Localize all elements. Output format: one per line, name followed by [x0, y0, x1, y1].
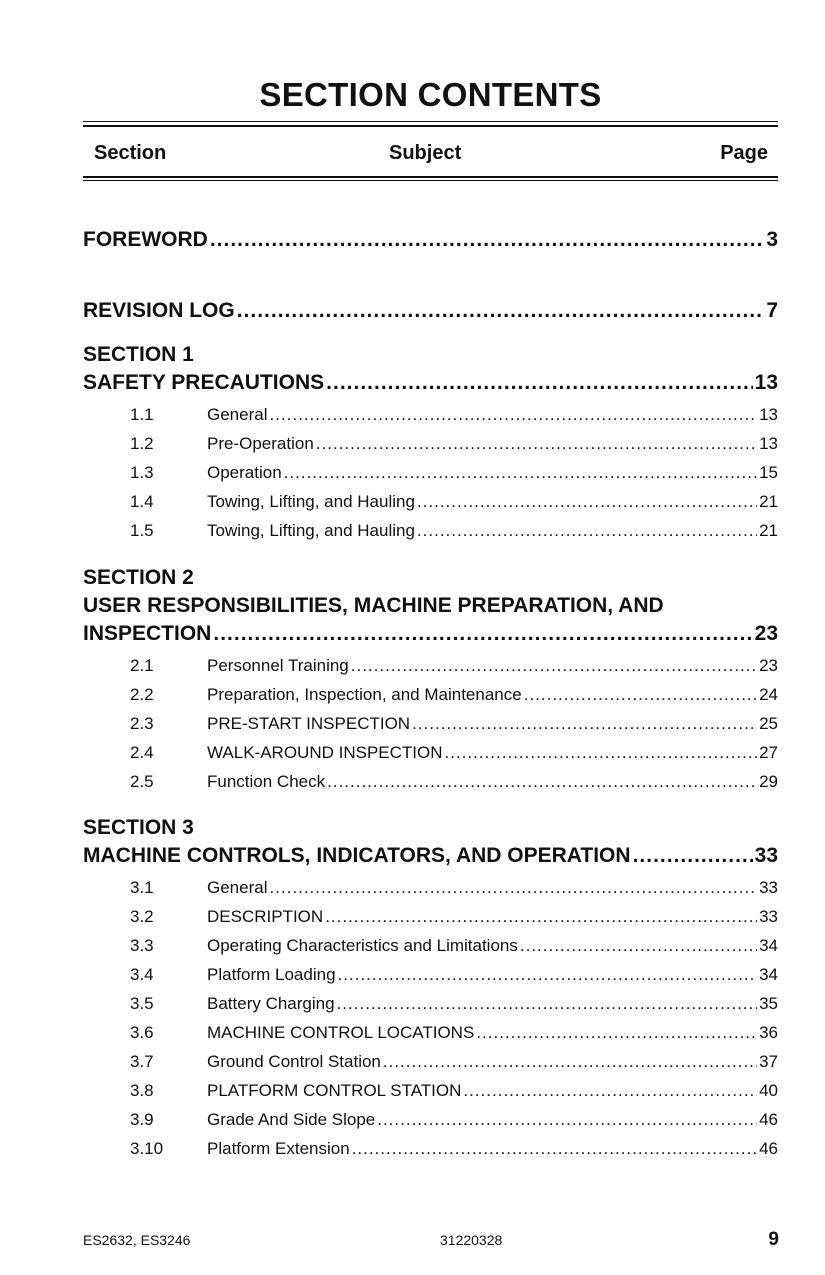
dot-leader: [326, 369, 752, 397]
toc-subentry[interactable]: [83, 936, 778, 965]
subentry-number: 2.1: [130, 656, 154, 675]
dot-leader: [445, 743, 758, 763]
toc-subentry[interactable]: [83, 1081, 778, 1110]
subentry-title: Towing, Lifting, and Hauling: [207, 521, 415, 540]
dot-leader: [417, 521, 757, 541]
subentry-number: 2.5: [130, 772, 154, 791]
subentry-number: 2.2: [130, 685, 154, 704]
dot-leader: [284, 463, 757, 483]
toc-subentry[interactable]: [83, 434, 778, 463]
dot-leader: [325, 907, 757, 927]
toc-subentry[interactable]: [83, 772, 778, 801]
toc-subentry[interactable]: [83, 907, 778, 936]
toc-subentry[interactable]: [83, 685, 778, 714]
toc-entry-label: REVISION LOG: [83, 299, 235, 322]
subentry-number: 1.1: [130, 405, 154, 424]
subentry-number: 3.2: [130, 907, 154, 926]
subentry-title: General: [207, 405, 268, 424]
toc-entry-revision-log[interactable]: [83, 297, 778, 325]
dot-leader: [237, 297, 765, 325]
dot-leader: [327, 772, 757, 792]
subentry-title: Platform Loading: [207, 965, 336, 984]
dot-leader: [463, 1081, 757, 1101]
section-heading: SECTION 3: [83, 816, 194, 839]
subentry-number: 1.5: [130, 521, 154, 540]
subentry-title: WALK-AROUND INSPECTION: [207, 743, 443, 762]
dot-leader: [377, 1110, 757, 1130]
toc-subentry[interactable]: [83, 1110, 778, 1139]
toc-subentry[interactable]: [83, 965, 778, 994]
subentry-number: 2.3: [130, 714, 154, 733]
subentry-number: 3.3: [130, 936, 154, 955]
toc-subentry[interactable]: [83, 463, 778, 492]
header-rule-top-thick: [83, 125, 778, 127]
subentry-title: PRE-START INSPECTION: [207, 714, 411, 733]
section-title-line2: INSPECTION: [83, 622, 212, 645]
dot-leader: [412, 714, 757, 734]
subentry-title: DESCRIPTION: [207, 907, 324, 926]
header-rule-top: [83, 121, 778, 122]
dot-leader: [338, 965, 758, 985]
toc-subentry[interactable]: [83, 714, 778, 743]
section-title-line1: USER RESPONSIBILITIES, MACHINE PREPARATION, AND: [83, 594, 664, 617]
subentry-title: Preparation, Inspection, and Maintenance: [207, 685, 522, 704]
page-title: SECTION CONTENTS: [259, 76, 602, 113]
subentry-page: 24: [759, 685, 778, 704]
subentry-title: Operating Characteristics and Limitations: [207, 936, 518, 955]
subentry-page: 21: [759, 492, 778, 511]
footer-doc-number: 31220328: [440, 1232, 503, 1248]
subentry-page: 46: [759, 1139, 778, 1158]
subentry-title: Battery Charging: [207, 994, 335, 1013]
subentry-number: 3.6: [130, 1023, 154, 1042]
subentry-number: 1.4: [130, 492, 154, 511]
column-header-page: Page: [720, 142, 768, 164]
column-header-section: Section: [94, 142, 167, 164]
subentry-number: 1.2: [130, 434, 154, 453]
dot-leader: [352, 1139, 757, 1159]
section-heading: SECTION 2: [83, 566, 194, 589]
toc-section-2[interactable]: [83, 564, 778, 648]
footer-model: ES2632, ES3246: [83, 1232, 191, 1248]
subentry-page: 34: [759, 936, 778, 955]
subentry-page: 33: [759, 878, 778, 897]
subentry-page: 13: [759, 405, 778, 424]
subentry-title: Personnel Training: [207, 656, 349, 675]
toc-subentry[interactable]: [83, 878, 778, 907]
toc-entry-page: 7: [766, 299, 778, 322]
dot-leader: [524, 685, 757, 705]
subentry-number: 3.7: [130, 1052, 154, 1071]
subentry-page: 46: [759, 1110, 778, 1129]
subentry-number: 3.1: [130, 878, 154, 897]
subentry-number: 3.4: [130, 965, 154, 984]
subentry-number: 3.8: [130, 1081, 154, 1100]
subentry-page: 33: [759, 907, 778, 926]
dot-leader: [383, 1052, 757, 1072]
dot-leader: [633, 842, 753, 870]
subentry-page: 15: [759, 463, 778, 482]
dot-leader: [417, 492, 757, 512]
dot-leader: [351, 656, 757, 676]
subentry-page: 25: [759, 714, 778, 733]
subentry-title: General: [207, 878, 268, 897]
subentry-number: 3.9: [130, 1110, 154, 1129]
subentry-page: 34: [759, 965, 778, 984]
subentry-number: 1.3: [130, 463, 154, 482]
dot-leader: [269, 878, 757, 898]
subentry-title: MACHINE CONTROL LOCATIONS: [207, 1023, 475, 1042]
subentry-page: 37: [759, 1052, 778, 1071]
toc-subentry[interactable]: [83, 743, 778, 772]
toc-subentry[interactable]: [83, 994, 778, 1023]
subentry-number: 3.5: [130, 994, 154, 1013]
toc-subentry[interactable]: [83, 405, 778, 434]
header-rule-bottom: [83, 180, 778, 181]
toc-section-1[interactable]: [83, 341, 778, 397]
subentry-page: 21: [759, 521, 778, 540]
section-page: 13: [754, 371, 778, 394]
subentry-page: 29: [759, 772, 778, 791]
toc-subentry[interactable]: [83, 1023, 778, 1052]
dot-leader: [476, 1023, 757, 1043]
subentry-page: 36: [759, 1023, 778, 1042]
subentry-page: 40: [759, 1081, 778, 1100]
subentry-page: 13: [759, 434, 778, 453]
section-page: 23: [754, 622, 778, 645]
subentry-title: Ground Control Station: [207, 1052, 381, 1071]
subentry-title: Function Check: [207, 772, 326, 791]
toc-subentry[interactable]: [83, 1052, 778, 1081]
dot-leader: [213, 620, 752, 648]
dot-leader: [337, 994, 758, 1014]
subentry-page: 35: [759, 994, 778, 1013]
subentry-title: Towing, Lifting, and Hauling: [207, 492, 415, 511]
section-3-items: [83, 878, 778, 1168]
dot-leader: [316, 434, 757, 454]
section-title: SAFETY PRECAUTIONS: [83, 371, 325, 394]
toc-subentry[interactable]: [83, 1139, 778, 1168]
toc-entry-page: 3: [766, 228, 778, 251]
subentry-title: PLATFORM CONTROL STATION: [207, 1081, 462, 1100]
subentry-title: Operation: [207, 463, 282, 482]
toc-entry-foreword[interactable]: [83, 226, 778, 254]
footer-page-number: 9: [768, 1229, 779, 1250]
section-2-items: [83, 656, 778, 801]
dot-leader: [520, 936, 757, 956]
toc-section-3[interactable]: [83, 814, 778, 870]
section-title: MACHINE CONTROLS, INDICATORS, AND OPERATION: [83, 844, 631, 867]
dot-leader: [269, 405, 757, 425]
subentry-title: Grade And Side Slope: [207, 1110, 376, 1129]
column-header-subject: Subject: [389, 142, 462, 164]
toc-subentry[interactable]: [83, 521, 778, 550]
toc-subentry[interactable]: [83, 656, 778, 685]
subentry-title: Platform Extension: [207, 1139, 350, 1158]
subentry-title: Pre-Operation: [207, 434, 314, 453]
subentry-page: 27: [759, 743, 778, 762]
toc-subentry[interactable]: [83, 492, 778, 521]
subentry-number: 2.4: [130, 743, 154, 762]
header-rule-bottom-thick: [83, 176, 778, 178]
section-1-items: [83, 405, 778, 550]
subentry-number: 3.10: [130, 1139, 164, 1158]
subentry-page: 23: [759, 656, 778, 675]
toc-entry-label: FOREWORD: [83, 228, 208, 251]
dot-leader: [210, 226, 764, 254]
section-heading: SECTION 1: [83, 343, 194, 366]
section-page: 33: [754, 844, 778, 867]
